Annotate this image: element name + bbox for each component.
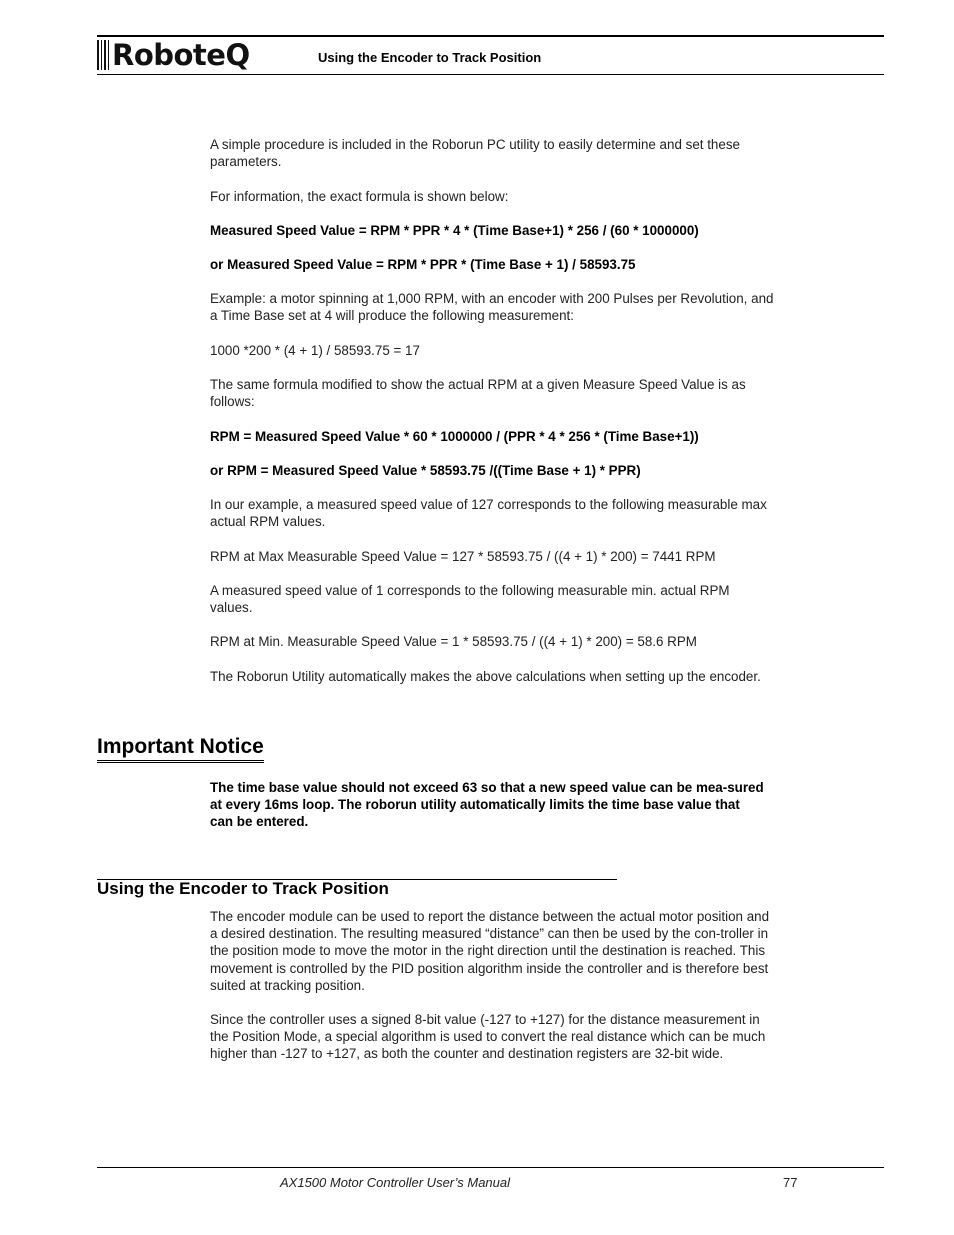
paragraph-max-example: In our example, a measured speed value of 127 corresponds to the following measurable max actual RPM values. — [210, 497, 767, 530]
example-calculation: 1000 *200 * (4 + 1) / 58593.75 = 17 — [210, 343, 420, 358]
footer-page-number: 77 — [783, 1175, 798, 1190]
min-rpm-calculation: RPM at Min. Measurable Speed Value = 1 * 58593.75 / ((4 + 1) * 200) = 58.6 RPM — [210, 634, 697, 649]
formula-speed-2: or Measured Speed Value = RPM * PPR * (Time Base + 1) / 58593.75 — [210, 257, 636, 272]
paragraph-distance-algorithm: Since the controller uses a signed 8-bit value (-127 to +127) for the distance measurement in the Position Mode, a special algorithm is used to convert the real distance which can be much higher than -127 to +127, as both the counter and destination registers are 32-bit wide. — [210, 1012, 766, 1062]
header-top-rule — [97, 35, 884, 37]
formula-rpm-2: or RPM = Measured Speed Value * 58593.75 /((Time Base + 1) * PPR) — [210, 463, 641, 478]
header-section-title: Using the Encoder to Track Position — [318, 50, 542, 65]
paragraph-min-example: A measured speed value of 1 corresponds to the following measurable min. actual RPM values. — [210, 583, 730, 616]
section-heading: Using the Encoder to Track Position — [97, 879, 389, 898]
roboteq-logo — [97, 38, 250, 72]
header-bottom-rule — [97, 74, 884, 75]
paragraph-position-tracking: The encoder module can be used to report the distance between the actual motor position and a desired destination. The resulting measured “distance” can then be used by the con-troller in the position mode to move the motor in the right direction until the destination is reached. This movement is controlled by the PID position algorithm inside the controller and is therefore best suited at tracking position. — [210, 909, 770, 993]
paragraph-formula-intro: For information, the exact formula is shown below: — [210, 189, 509, 204]
logo-bars-icon — [97, 40, 109, 70]
paragraph-procedure: A simple procedure is included in the Roborun PC utility to easily determine and set these parameters. — [210, 137, 740, 170]
paragraph-modified-formula: The same formula modified to show the actual RPM at a given Measure Speed Value is as follows: — [210, 377, 746, 410]
logo-text: RoboteQ — [112, 37, 250, 72]
paragraph-example: Example: a motor spinning at 1,000 RPM, with an encoder with 200 Pulses per Revolution, and a Time Base set at 4 will produce the following measurement: — [210, 291, 774, 324]
footer-manual-title: AX1500 Motor Controller User’s Manual — [280, 1175, 511, 1190]
formula-rpm-1: RPM = Measured Speed Value * 60 * 1000000 / (PPR * 4 * 256 * (Time Base+1)) — [210, 429, 699, 444]
paragraph-roborun-note: The Roborun Utility automatically makes the above calculations when setting up the encoder. — [210, 669, 761, 684]
footer-rule — [97, 1167, 884, 1168]
important-notice-text: The time base value should not exceed 63 so that a new speed value can be mea-sured at every 16ms loop. The roborun utility automatically limits the time base value that can be entered. — [210, 780, 764, 830]
formula-speed-1: Measured Speed Value = RPM * PPR * 4 * (Time Base+1) * 256 / (60 * 1000000) — [210, 223, 699, 238]
important-notice-heading: Important Notice — [97, 733, 264, 763]
max-rpm-calculation: RPM at Max Measurable Speed Value = 127 * 58593.75 / ((4 + 1) * 200) = 7441 RPM — [210, 549, 716, 564]
